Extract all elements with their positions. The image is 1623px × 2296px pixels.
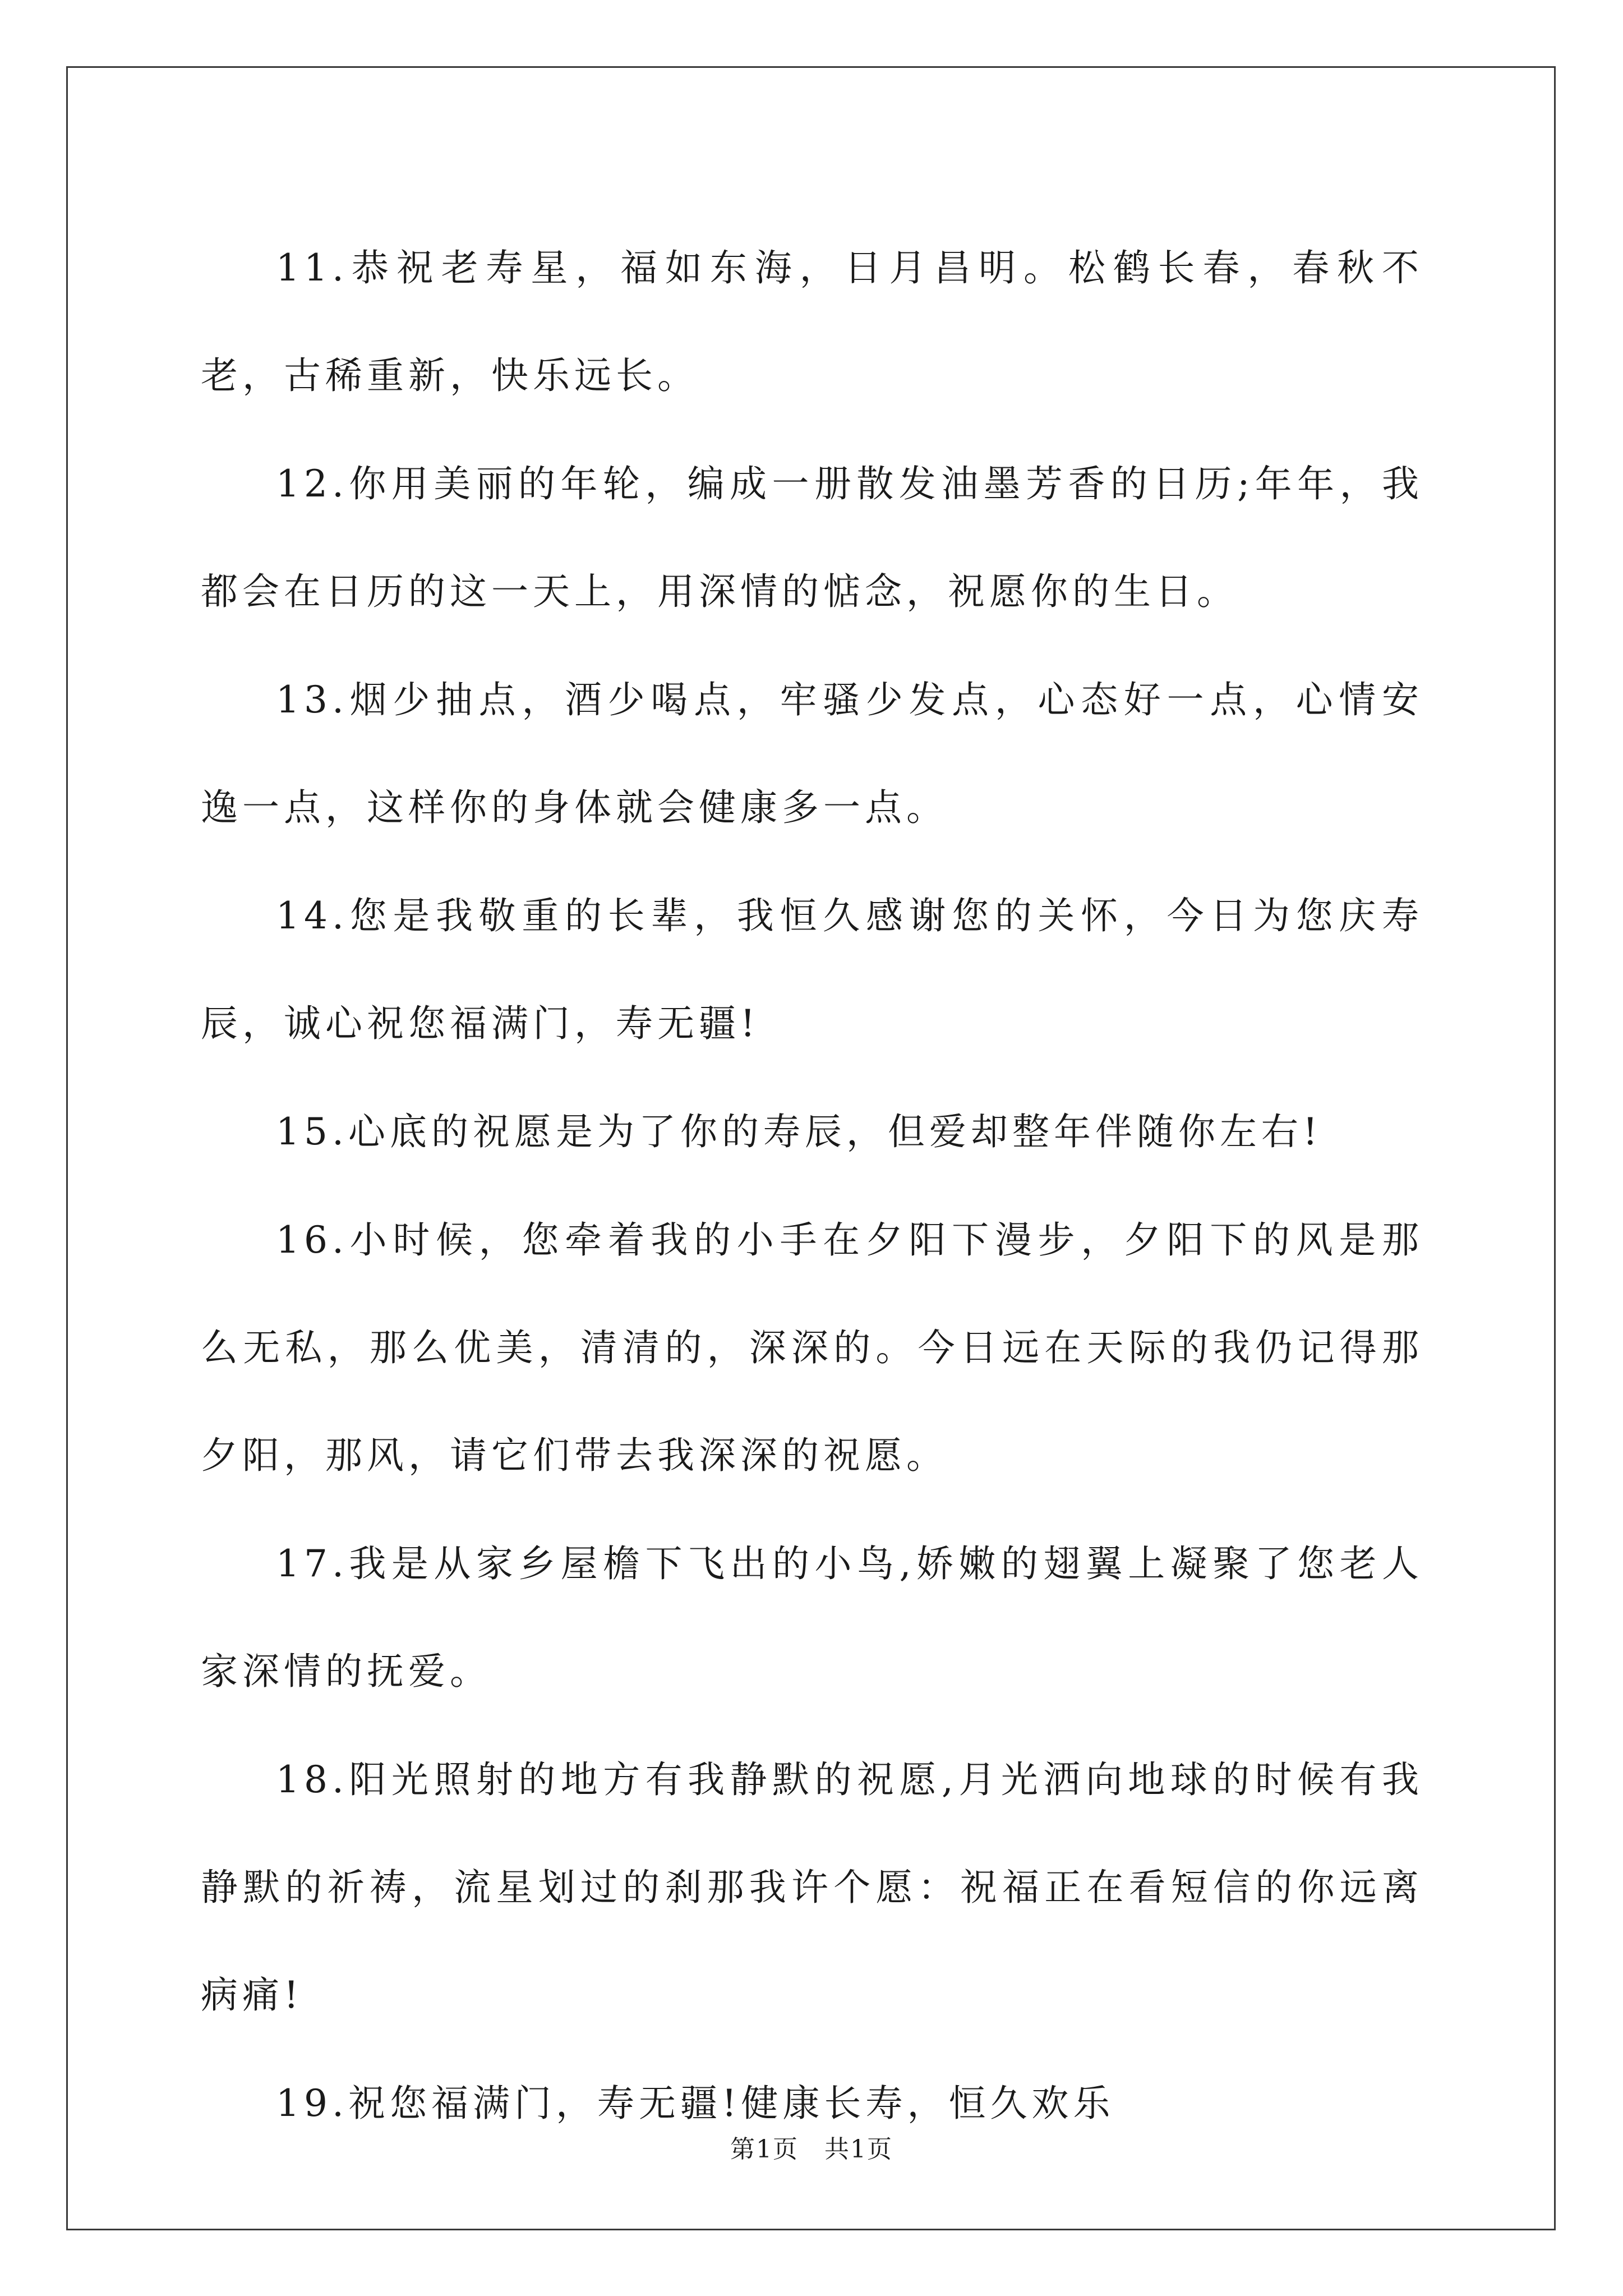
paragraph-11: 11.恭祝老寿星，福如东海，日月昌明。松鹤长春，春秋不老，古稀重新，快乐远长。	[201, 246, 1423, 397]
paragraph-18: 18.阳光照射的地方有我静默的祝愿,月光洒向地球的时候有我静默的祈祷，流星划过的刹那我许个愿：祝福正在看短信的你远离病痛!	[201, 1758, 1423, 2017]
paragraph-17: 17.我是从家乡屋檐下飞出的小鸟,娇嫩的翅翼上凝聚了您老人家深情的抚爱。	[201, 1542, 1423, 1693]
paragraph-19: 19.祝您福满门，寿无疆!健康长寿，恒久欢乐	[276, 2082, 1115, 2125]
document-body	[201, 214, 1423, 2158]
paragraph-12: 12.你用美丽的年轮，编成一册散发油墨芳香的日历;年年，我都会在日历的这一天上，用深情的惦念，祝愿你的生日。	[201, 462, 1423, 613]
paragraph-16: 16.小时候，您牵着我的小手在夕阳下漫步，夕阳下的风是那么无私，那么优美，清清的，深深的。今日远在天际的我仍记得那夕阳，那风，请它们带去我深深的祝愿。	[201, 1218, 1423, 1477]
paragraph-13: 13.烟少抽点，酒少喝点，牢骚少发点，心态好一点，心情安逸一点，这样你的身体就会健康多一点。	[201, 678, 1423, 829]
page-number-footer: 第1页 共1页	[730, 2135, 893, 2164]
paragraph-15: 15.心底的祝愿是为了你的寿辰，但爱却整年伴随你左右!	[276, 1110, 1322, 1153]
paragraph-14: 14.您是我敬重的长辈，我恒久感谢您的关怀，今日为您庆寿辰，诚心祝您福满门，寿无疆!	[201, 894, 1423, 1045]
